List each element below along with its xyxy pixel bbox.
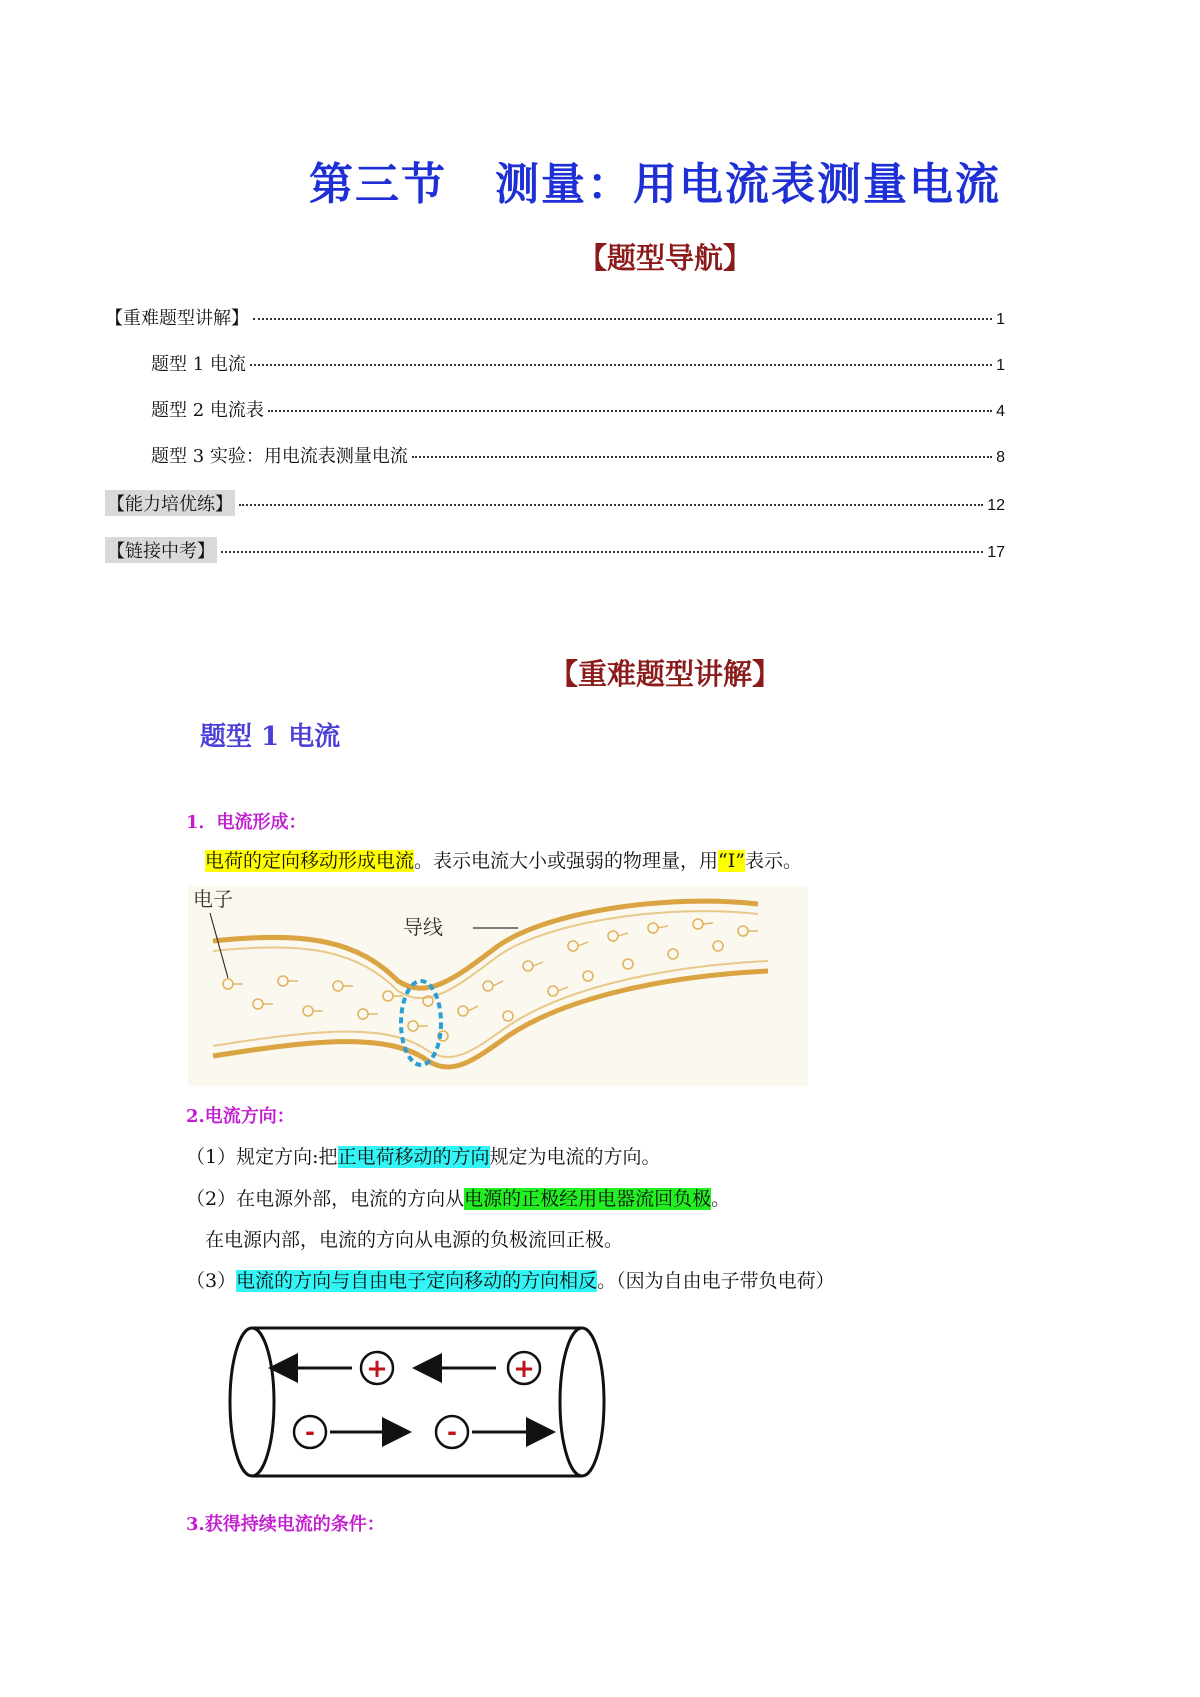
toc-label: 【能力培优练】 [105, 490, 235, 516]
toc-label: 题型 2 电流表 [151, 400, 264, 421]
nav-heading: 【题型导航】 [577, 241, 752, 275]
toc-page: 12 [987, 497, 1005, 514]
toc-page: 17 [987, 544, 1005, 561]
plus-sign: + [513, 1354, 535, 1384]
text-segment: 。表示电流大小或强弱的物理量，用 [414, 850, 719, 872]
minus-sign: - [447, 1418, 457, 1446]
point-heading-3: 3.获得持续电流的条件： [186, 1514, 385, 1535]
wire-label: 导线 [403, 915, 443, 939]
toc-leader [221, 551, 983, 553]
section-heading: 【重难题型讲解】 [548, 657, 781, 691]
electron-label: 电子 [193, 887, 233, 911]
point-heading-2: 2.电流方向： [186, 1106, 295, 1127]
toc-entry[interactable] [151, 350, 1005, 376]
toc-page: 4 [996, 403, 1005, 420]
toc-leader [239, 504, 983, 506]
direction-line-2 [186, 1184, 730, 1211]
text-segment: （3） [186, 1270, 237, 1292]
highlight-definition: 电荷的定向移动形成电流 [205, 850, 415, 872]
topic-heading: 题型 1 电流 [200, 722, 341, 752]
text-segment: （2）在电源外部，电流的方向从 [186, 1188, 465, 1210]
cylinder-right-end [560, 1328, 604, 1476]
highlight-positive-charge: 正电荷移动的方向 [337, 1146, 490, 1168]
toc-entry[interactable] [105, 490, 1005, 516]
cylinder-charge-figure [222, 1322, 612, 1482]
toc-entry[interactable] [105, 537, 1005, 563]
toc-page: 8 [996, 449, 1005, 466]
toc-entry[interactable] [105, 304, 1005, 330]
direction-line-4 [186, 1266, 835, 1293]
highlight-symbol: “I” [718, 850, 745, 872]
toc-label: 题型 1 电流 [151, 354, 246, 375]
highlight-electron-direction: 电流的方向与自由电子定向移动的方向相反 [236, 1270, 598, 1292]
toc-label: 【链接中考】 [105, 537, 217, 563]
point-1-text [205, 846, 802, 873]
text-segment: 规定为电流的方向。 [489, 1146, 661, 1168]
toc-leader [250, 364, 992, 366]
title-topic: 测量：用电流表测量电流 [495, 159, 1001, 210]
direction-line-1 [186, 1142, 661, 1169]
text-segment: （1）规定方向:把 [186, 1146, 338, 1168]
text-segment: 。（因为自由电子带负电荷） [597, 1270, 835, 1292]
toc-entry[interactable] [151, 442, 1005, 468]
text-segment: 。 [711, 1188, 731, 1210]
plus-sign: + [366, 1354, 388, 1384]
highlight-external-path: 电源的正极经用电器流回负极 [464, 1188, 712, 1210]
toc-entry[interactable] [151, 396, 1005, 422]
toc-page: 1 [996, 311, 1005, 328]
toc-leader [253, 318, 992, 320]
toc-leader [412, 456, 992, 458]
point-heading-1: 1．电流形成： [186, 812, 307, 833]
document-title [0, 148, 1200, 212]
toc-page: 1 [996, 357, 1005, 374]
cylinder-left-end [230, 1328, 274, 1476]
toc-label: 【重难题型讲解】 [105, 308, 249, 329]
toc-leader [268, 410, 992, 412]
text-segment: 表示。 [744, 850, 802, 872]
toc-label: 题型 3 实验：用电流表测量电流 [151, 446, 408, 467]
minus-sign: - [305, 1418, 315, 1446]
title-section-number: 第三节 [309, 159, 447, 210]
wire-electron-figure [188, 886, 808, 1086]
direction-line-3: 在电源内部，电流的方向从电源的负极流回正极。 [205, 1229, 624, 1251]
